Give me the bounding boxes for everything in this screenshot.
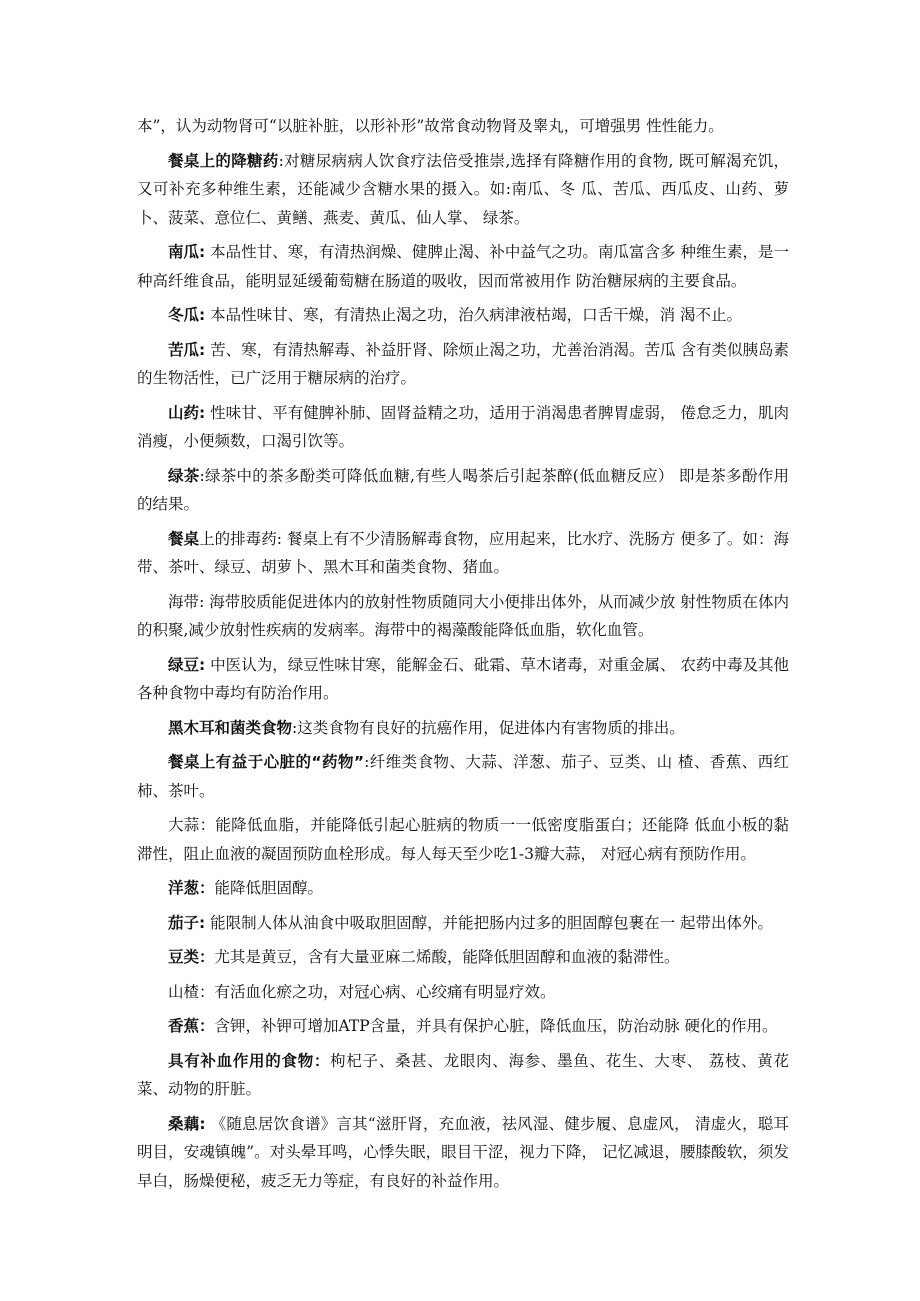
- paragraph-heading: 餐桌上的降糖药: [168, 151, 279, 170]
- paragraph-text: 能降低胆固醇。: [214, 879, 324, 897]
- paragraph: [137, 651, 789, 708]
- paragraph-text: 中医认为，绿豆性味甘寒，能解金石、砒霜、草木诸毒，对重金属、 农药中毒及其他各种食物中毒均有防治作用。: [137, 655, 790, 702]
- paragraph-text: 山楂：有活血化瘀之功，对冠心病、心绞痛有明显疗效。: [168, 982, 556, 1001]
- paragraph-heading: 洋葱：: [168, 879, 215, 897]
- paragraph-heading: 南瓜:: [168, 243, 206, 261]
- paragraph: [137, 1047, 789, 1104]
- paragraph-text: :对糖尿病病人饮食疗法倍受推崇,选择有降糖作用的食物, 既可解渴充饥，又可补充多种维生素，还能减少含糖水果的摄入。如:南瓜、冬 瓜、苦瓜、西瓜皮、山药、萝卜、菠菜、意位仁、黄鳝、燕麦、黄瓜、仙人掌、 绿茶。: [137, 151, 789, 227]
- paragraph-heading: 豆类：: [168, 948, 215, 966]
- paragraph-text: :纤维类食物、大蒜、洋葱、茄子、豆类、山 楂、香蕉、西红柿、茶叶。: [137, 753, 790, 800]
- paragraph-heading: 具有补血作用的食物：: [168, 1051, 331, 1070]
- paragraph: [137, 588, 789, 645]
- paragraph-heading: 香蕉：: [168, 1017, 215, 1035]
- paragraph: [137, 336, 789, 393]
- paragraph-text: 《随息居饮食谱》言其“滋肝肾，充血液，祛风湿、健步履、息虚风， 清虚火，聪耳明目，安魂镇魄”。对头晕耳鸣，心悸失眠，眼目干涩，视力下降， 记忆减退，腰膝酸软，须发早白，肠燥便秘，疲乏无力等症，有良好的补益作用。: [137, 1114, 790, 1190]
- paragraph: [137, 1012, 789, 1041]
- paragraph-heading: 黑木耳和菌类食物: [168, 718, 293, 737]
- paragraph-text: 性味甘、平有健脾补肺、固肾益精之功，适用于消渴患者脾胃虚弱， 倦怠乏力，肌肉消瘦，小便频数，口渴引饮等。: [137, 403, 790, 450]
- paragraph: [137, 112, 789, 141]
- paragraph-text: 上的排毒药: 餐桌上有不少清肠解毒食物，应用起来，比水疗、洗肠方 便多了。如：海带、茶叶、绿豆、胡萝卜、黑木耳和菌类食物、猪血。: [137, 529, 789, 576]
- paragraph: [137, 399, 789, 456]
- paragraph-heading: 桑藕:: [168, 1114, 206, 1133]
- paragraph: [137, 147, 789, 233]
- paragraph: [137, 525, 789, 582]
- paragraph: [137, 714, 789, 743]
- paragraph-heading: 绿茶: [168, 466, 200, 485]
- document-page: [137, 112, 789, 1201]
- paragraph-text: 本品性甘、寒，有清热润燥、健脾止渴、补中益气之功。南瓜富含多 种维生素，是一种高纤维食品，能明显延缓葡萄糖在肠道的吸收，因而常被用作 防治糖尿病的主要食品。: [137, 243, 790, 290]
- paragraph: [137, 238, 789, 295]
- paragraph: [137, 748, 789, 805]
- paragraph-text: 枸杞子、桑甚、龙眼肉、海参、墨鱼、花生、大枣、 荔枝、黄花菜、动物的肝脏。: [137, 1051, 789, 1098]
- paragraph-heading: 山药:: [168, 403, 206, 422]
- paragraph-heading: 餐桌上有益于心脏的“药物”: [168, 753, 365, 771]
- paragraph: [137, 811, 789, 868]
- paragraph-text: :绿茶中的茶多酚类可降低血糖,有些人喝茶后引起茶醉(低血糖反应） 即是茶多酚作用的结果。: [137, 466, 789, 513]
- paragraph-heading: 苦瓜:: [168, 340, 206, 359]
- paragraph: [137, 874, 789, 903]
- paragraph-text: 大蒜：能降低血脂，并能降低引起心脏病的物质一一低密度脂蛋白；还能降 低血小板的黏滞性，阻止血液的凝固预防血栓形成。每人每天至少吃1-3瓣大蒜， 对冠心病有预防作用。: [137, 816, 789, 863]
- paragraph: [137, 301, 789, 330]
- paragraph-text: 本品性味甘、寒，有清热止渴之功，治久病津液枯竭，口舌干燥，消 渴不止。: [205, 306, 743, 324]
- paragraph-text: 本”，认为动物肾可“以脏补脏，以形补形”故常食动物肾及睾丸，可增强男 性性能力。: [137, 117, 724, 135]
- paragraph: [137, 943, 789, 972]
- paragraph-text: 含钾，补钾可增加ATP含量，并具有保护心脏，降低血压，防治动脉 硬化的作用。: [214, 1017, 778, 1035]
- paragraph-heading: 餐桌: [168, 529, 200, 548]
- paragraph-text: :这类食物有良好的抗癌作用，促进体内有害物质的排出。: [292, 718, 685, 737]
- paragraph-heading: 绿豆:: [168, 655, 206, 674]
- paragraph-text: 海带: 海带胶质能促进体内的放射性物质随同大小便排出体外，从而减少放 射性物质在体内的积聚,减少放射性疾病的发病率。海带中的褐藻酸能降低血脂，软化血管。: [137, 592, 789, 639]
- paragraph-text: 能限制人体从油食中吸取胆固醇，并能把肠内过多的胆固醇包裹在一 起带出体外。: [205, 913, 774, 932]
- paragraph-heading: 冬瓜:: [168, 306, 206, 324]
- paragraph: [137, 909, 789, 938]
- paragraph: [137, 1110, 789, 1196]
- paragraph: [137, 978, 789, 1007]
- paragraph-text: 尤其是黄豆，含有大量亚麻二烯酸，能降低胆固醇和血液的黏滞性。: [214, 948, 680, 966]
- paragraph: [137, 462, 789, 519]
- paragraph-text: 苦、寒，有清热解毒、补益肝肾、除烦止渴之功，尤善治消渴。苦瓜 含有类似胰岛素的生物活性，已广泛用于糖尿病的治疗。: [137, 340, 790, 387]
- paragraph-heading: 茄子:: [168, 913, 206, 932]
